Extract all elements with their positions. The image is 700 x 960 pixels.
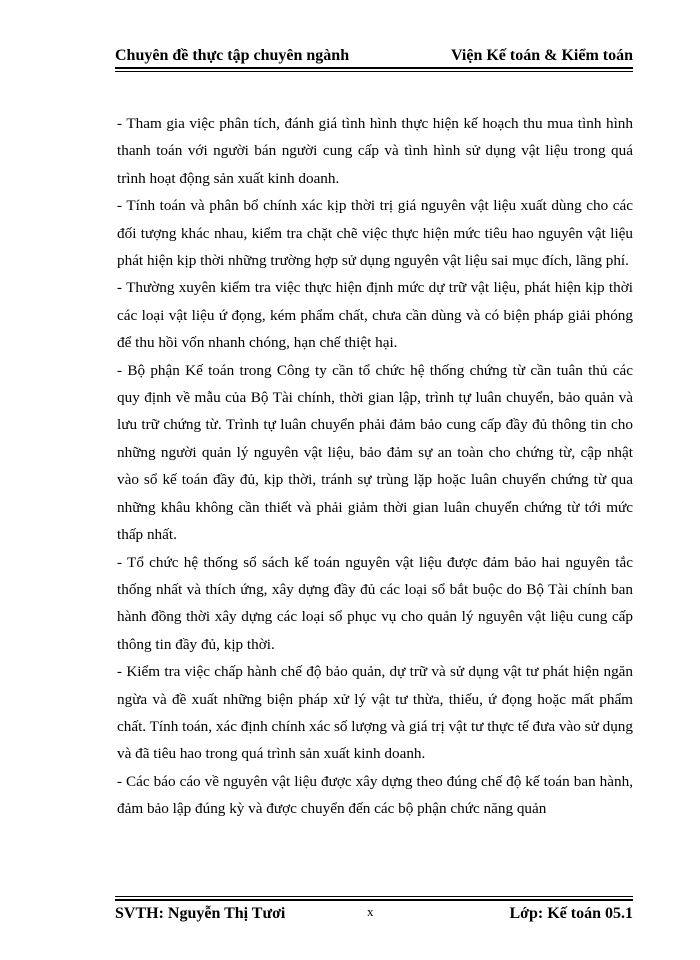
paragraph-7: - Các báo cáo về nguyên vật liệu được xây dựng theo đúng chế độ kế toán ban hành, đảm bảo lập đúng kỳ và được chuyển đến các bộ phận chức năng quản xyxy=(117,772,633,818)
header-right-title: Viện Kế toán & Kiểm toán xyxy=(450,47,633,64)
footer-class-name: Lớp: Kế toán 05.1 xyxy=(509,905,633,922)
header-rule-thin xyxy=(115,71,633,72)
paragraph-4: - Bộ phận Kế toán trong Công ty cần tổ chức hệ thống chứng từ cần tuân thủ các quy định về mẫu của Bộ Tài chính, thời gian lập, trình tự luân chuyển, bảo quản và lưu trữ chứng từ. Trình tự luân chuyển phải đảm bảo cung cấp đầy đủ thông tin cho những người quản lý nguyên vật liệu, bảo đảm sự an toàn cho chứng từ, cập nhật vào sổ kế toán đầy đủ, kịp thời, tránh sự trùng lặp hoặc luân chuyển chứng từ qua những khâu không cần thiết và phải giảm thời gian luân chuyển chứng từ tới mức thấp nhất. xyxy=(117,361,633,544)
footer-page-number: x xyxy=(367,904,374,919)
page-header xyxy=(115,38,633,66)
footer-rule-thick xyxy=(115,899,633,901)
header-rule xyxy=(115,67,633,72)
paragraph-1: - Tham gia việc phân tích, đánh giá tình hình thực hiện kế hoạch thu mua tình hình thanh toán với người bán người cung cấp và tình hình sử dụng vật liệu trong quá trình hoạt động sản xuất kinh doanh. xyxy=(117,115,633,187)
footer-rule xyxy=(115,896,633,901)
paragraph-5: - Tổ chức hệ thống sổ sách kế toán nguyên vật liệu được đảm bảo hai nguyên tắc thống nhất và thích ứng, xây dựng đầy đủ các loại sổ bắt buộc do Bộ Tài chính ban hành đồng thời xây dựng các loại sổ phục vụ cho quản lý nguyên vật liệu cung cấp thông tin đầy đủ, kịp thời. xyxy=(117,553,633,653)
paragraph-2: - Tính toán và phân bổ chính xác kịp thời trị giá nguyên vật liệu xuất dùng cho các đối tượng khác nhau, kiểm tra chặt chẽ việc thực hiện mức tiêu hao nguyên vật liệu phát hiện kịp thời những trường hợp sử dụng nguyên vật liệu sai mục đích, lãng phí. xyxy=(117,197,633,270)
footer-rule-thin xyxy=(115,896,633,897)
page-footer xyxy=(115,904,633,926)
paragraph-6: - Kiểm tra việc chấp hành chế độ bảo quản, dự trữ và sử dụng vật tư phát hiện ngăn ngừa và đề xuất những biện pháp xử lý vật tư thừa, thiếu, ứ đọng hoặc mất phẩm chất. Tính toán, xác định chính xác số lượng và giá trị vật tư thực tế đưa vào sử dụng và đã tiêu hao trong quá trình sản xuất kinh doanh. xyxy=(117,663,633,763)
paragraph-3: - Thường xuyên kiểm tra việc thực hiện định mức dự trữ vật liệu, phát hiện kịp thời các loại vật liệu ứ đọng, kém phẩm chất, chưa cần dùng và có biện pháp giải phóng để thu hồi vốn nhanh chóng, hạn chế thiệt hại. xyxy=(117,279,633,352)
header-left-title: Chuyên đề thực tập chuyên ngành xyxy=(115,47,350,64)
footer-student-name: SVTH: Nguyễn Thị Tươi xyxy=(115,905,286,922)
header-rule-thick xyxy=(115,67,633,69)
document-body xyxy=(117,110,633,823)
